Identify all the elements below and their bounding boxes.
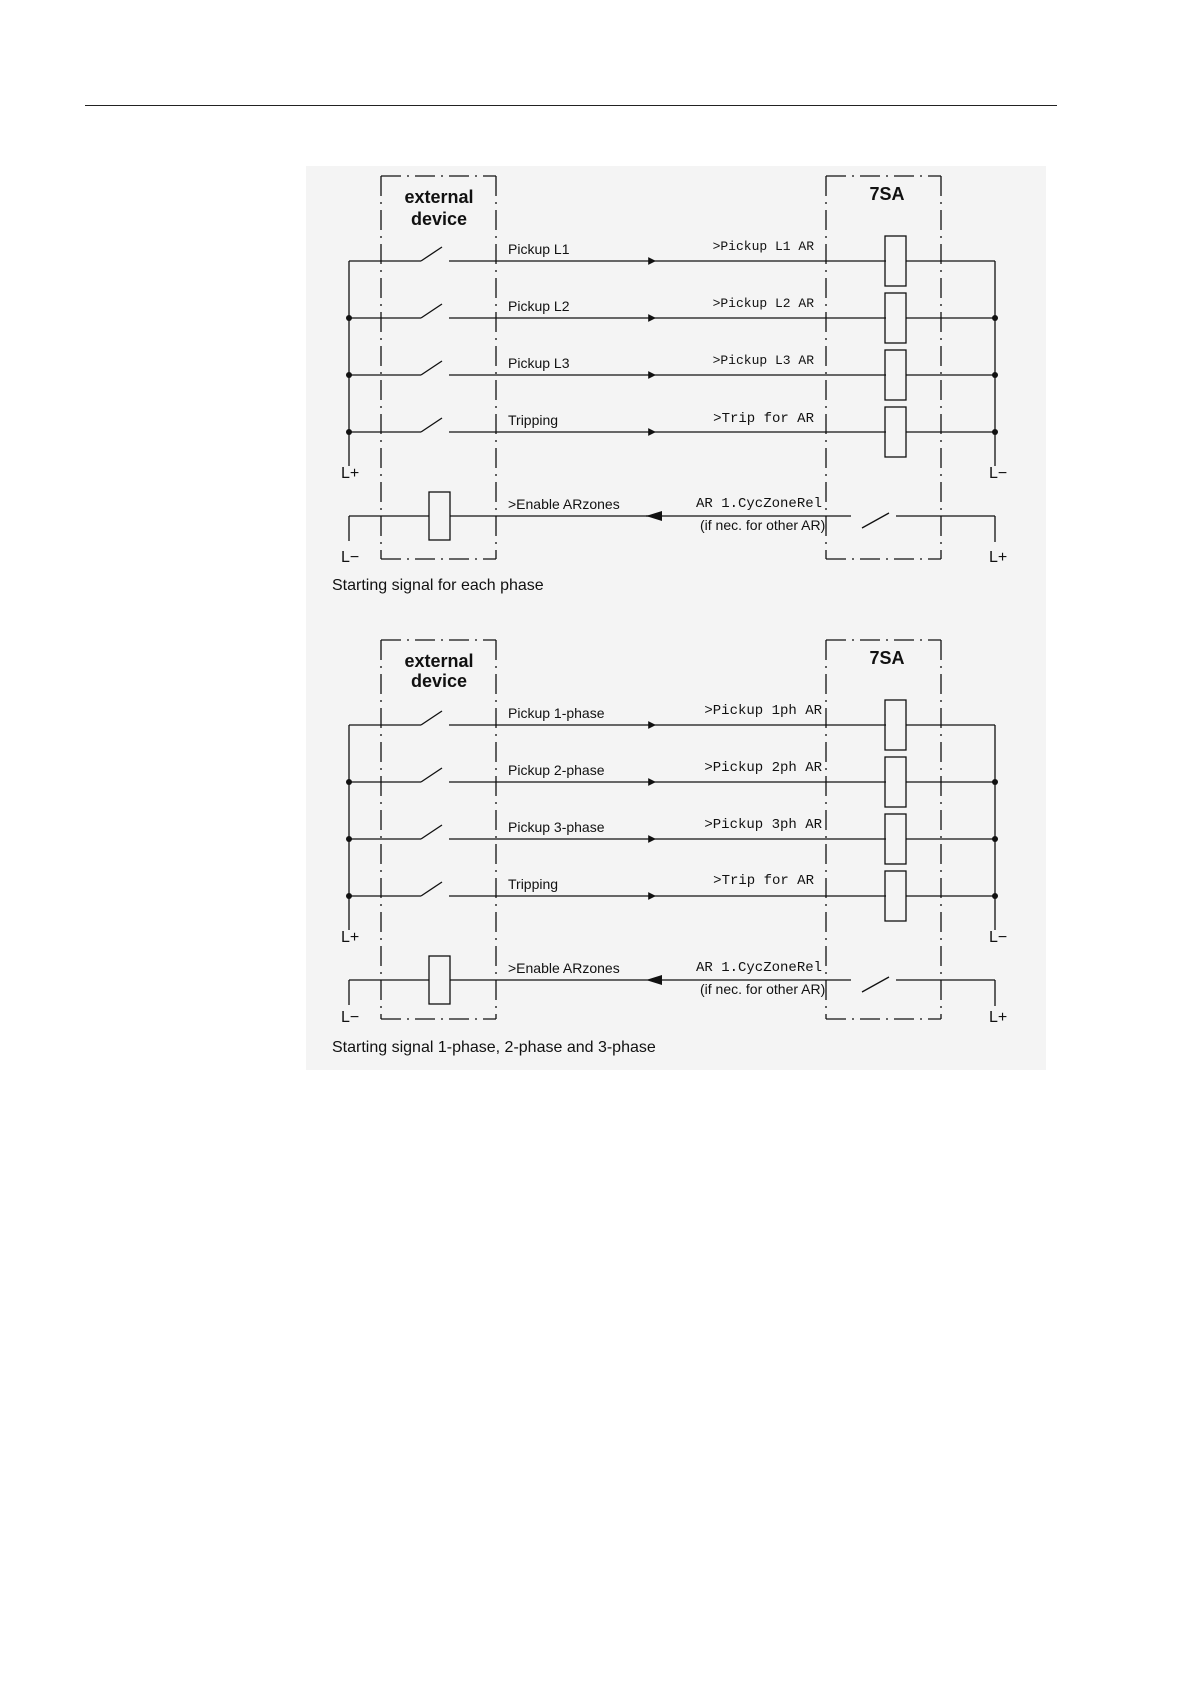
input-label: >Trip for AR: [713, 411, 814, 427]
input-label: >Trip for AR: [713, 873, 814, 889]
input-label: >Pickup 1ph AR: [704, 703, 822, 719]
signal-row: [349, 350, 995, 400]
signal-row: [349, 407, 995, 457]
header-rule: [85, 105, 1057, 106]
supply-minus-label: L−: [989, 929, 1008, 946]
signal-row: [349, 814, 995, 864]
enable-signal-label: >Enable ARzones: [508, 960, 620, 976]
signal-row: [349, 293, 995, 343]
supply-minus-label: L−: [989, 465, 1008, 482]
external-device-box: [381, 640, 496, 1019]
signal-label: Pickup 2-phase: [508, 762, 605, 778]
figure-caption: Starting signal 1-phase, 2-phase and 3-phase: [332, 1039, 656, 1056]
signal-label: Tripping: [508, 412, 559, 428]
input-label: >Pickup 3ph AR: [704, 817, 822, 833]
enable-row: [349, 492, 995, 542]
signal-row: [349, 757, 995, 807]
diagram-top: [346, 176, 998, 559]
figure: [306, 166, 1046, 1070]
supply-plus-label: L+: [341, 465, 360, 482]
figure-caption: Starting signal for each phase: [332, 577, 544, 594]
input-label: >Pickup 2ph AR: [704, 760, 822, 776]
supply-minus-label: L−: [341, 1009, 360, 1026]
external-device-box: [381, 176, 496, 559]
wiring-diagram-svg: [306, 166, 1046, 1070]
input-label: >Pickup L3 AR: [712, 353, 814, 368]
device-label: device: [410, 209, 468, 229]
enable-output-label: AR 1.CycZoneRel: [696, 960, 823, 976]
device-label: external: [404, 651, 474, 671]
supply-plus-label: L+: [341, 929, 360, 946]
relay-label: 7SA: [869, 184, 905, 204]
signal-label: Pickup 1-phase: [508, 705, 605, 721]
enable-signal-label: >Enable ARzones: [508, 496, 620, 512]
signal-label: Pickup L3: [508, 355, 570, 371]
signal-label: Pickup L2: [508, 298, 570, 314]
device-label: external: [404, 187, 474, 207]
enable-row: [349, 956, 995, 1006]
signal-label: Tripping: [508, 876, 559, 892]
supply-plus-label: L+: [989, 1009, 1008, 1026]
enable-note: (if nec. for other AR): [700, 981, 826, 997]
enable-output-label: AR 1.CycZoneRel: [696, 496, 823, 512]
input-label: >Pickup L2 AR: [712, 296, 814, 311]
supply-plus-label: L+: [989, 549, 1008, 566]
supply-minus-label: L−: [341, 549, 360, 566]
signal-row: [349, 236, 995, 286]
diagram-bottom: [346, 640, 998, 1019]
signal-row: [349, 871, 995, 921]
signal-row: [349, 700, 995, 750]
signal-label: Pickup L1: [508, 241, 570, 257]
device-label: device: [410, 671, 468, 691]
enable-note: (if nec. for other AR): [700, 517, 826, 533]
relay-box: [826, 640, 941, 1019]
input-label: >Pickup L1 AR: [712, 239, 814, 254]
relay-label: 7SA: [869, 648, 905, 668]
signal-label: Pickup 3-phase: [508, 819, 605, 835]
relay-box: [826, 176, 941, 559]
